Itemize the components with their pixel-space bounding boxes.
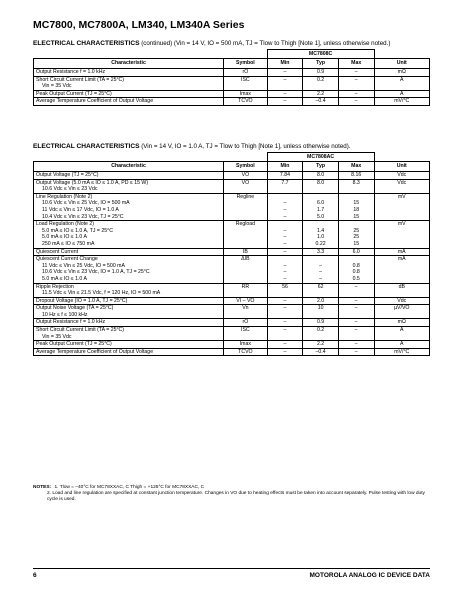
characteristic-cell [34,172,224,180]
max-value: – [354,283,358,290]
table-row [34,90,430,98]
note-1: 1. Tlow = –40°C for MC78XXAC, C Thigh = +125°C for MC78XXAC, C [54,485,205,490]
max-value [341,256,372,263]
min-value: – [283,213,287,220]
characteristic-name: Peak Output Current (TJ = 25°C) [36,341,112,348]
test-condition: 5.0 mA ≤ IO ≤ 1.0 A [42,234,87,241]
characteristic-cell [34,319,224,327]
symbol-cell: VO [224,179,268,193]
section1-heading-bold: ELECTRICAL CHARACTERISTICS [33,40,140,47]
unit-cell: Vdc [374,172,429,180]
typ-value: 1.4 [316,227,325,234]
test-condition: 10.6 Vdc ≤ Vin ≤ 25 Vdc, IO = 500 mA [42,200,130,207]
min-value: – [283,305,287,312]
characteristic-cell [34,327,224,341]
max-value: – [354,327,358,334]
max-value: 15 [353,240,360,247]
typ-value: 5.0 [316,213,325,220]
typ-cell [303,221,339,248]
test-condition: 10 Hz ≤ f ≤ 100 kHz [42,311,88,318]
column-header: Characteristic [34,162,224,172]
test-condition: Vin = 35 Vdc [42,333,72,340]
min-value: – [283,348,287,355]
min-value: – [283,69,287,75]
notes [33,485,430,504]
test-condition: 5.0 mA ≤ IO ≤ 1.0 A [42,275,87,282]
typ-value: 0.9 [316,69,325,75]
min-value: – [283,240,287,247]
symbol-cell: RR [224,283,268,297]
typ-value: 62 [317,283,324,290]
min-value: – [283,234,287,241]
characteristic-name: Peak Output Current (TJ = 25°C) [36,90,112,97]
min-cell [267,69,303,77]
table-row [34,341,430,349]
column-header: Symbol [224,162,268,172]
characteristic-cell [34,305,224,319]
symbol-cell: TCVO [224,348,268,356]
table-row [34,76,430,90]
min-cell [267,305,303,319]
min-cell [267,341,303,349]
max-value: – [354,98,358,105]
characteristic-name: Output Noise Voltage (TA = 25°C) [36,305,114,312]
column-header: Unit [374,59,429,69]
table-row [34,348,430,356]
symbol-cell: VO [224,172,268,180]
typ-cell [303,305,339,319]
min-cell [267,319,303,327]
test-condition: 250 mA ≤ IO ≤ 750 mA [42,240,95,247]
section1-heading-conditions: (continued) (Vin = 14 V, IO = 500 mA, TJ = Tlow to Thigh [Note 1], unless otherwise noted.) [139,40,391,47]
typ-value: 6.0 [316,200,325,207]
table-row [34,98,430,106]
characteristic-cell [34,90,224,98]
typ-value: –0.4 [315,348,326,355]
header-spacer [374,153,429,162]
column-header: Characteristic [34,59,224,69]
max-value: 0.8 [352,269,360,276]
max-value: 15 [353,213,360,220]
table-row [34,69,430,77]
max-cell [338,98,374,106]
symbol-cell: IB [224,248,268,256]
characteristic-name: Quiescent Current [36,248,79,255]
min-cell [267,172,303,180]
min-cell [267,179,303,193]
column-header: Typ [303,162,339,172]
min-cell [267,283,303,297]
header-spacer [34,153,268,162]
unit-cell: mΩ [374,69,429,77]
min-value: – [283,76,287,83]
unit-cell: dB [374,283,429,297]
table-row [34,305,430,319]
min-cell [267,256,303,283]
characteristic-cell [34,221,224,248]
unit-cell: mA [374,256,429,283]
min-value: – [283,341,287,348]
characteristic-cell [34,256,224,283]
test-condition: 11 Vdc ≤ Vin ≤ 17 Vdc, IO = 1.0 A [42,206,119,213]
min-cell [267,297,303,305]
min-value: – [283,200,287,207]
column-header: Min [267,162,303,172]
test-condition: 10.6 Vdc ≤ Vin ≤ 23 Vdc, IO = 1.0 A, TJ = 25°C [42,269,150,276]
symbol-cell: Regload [224,221,268,248]
column-header: Unit [374,162,429,172]
typ-value: 0.2 [316,327,325,334]
min-cell [267,98,303,106]
min-value: – [283,269,287,276]
typ-value: –0.4 [315,98,326,105]
max-value: – [354,319,358,326]
symbol-cell: rO [224,319,268,327]
typ-cell [303,172,339,180]
symbol-cell: ΔIB [224,256,268,283]
max-cell [338,193,374,220]
characteristic-name: Output Voltage (TJ = 25°C) [36,172,99,178]
symbol-cell: Imax [224,341,268,349]
typ-cell [303,283,339,297]
typ-value: 8.0 [316,172,325,178]
max-value: 0.5 [352,275,360,282]
typ-cell [303,297,339,305]
typ-cell [303,98,339,106]
typ-value: 10 [317,305,324,312]
section1-table [33,49,430,106]
symbol-cell: ISC [224,76,268,90]
footer-rule [33,568,430,569]
symbol-cell: rO [224,69,268,77]
max-cell [338,341,374,349]
typ-value [305,194,336,201]
symbol-cell: ISC [224,327,268,341]
column-header: Min [267,59,303,69]
characteristic-name: Short Circuit Current Limit (TA = 25°C) [36,327,125,334]
max-cell [338,305,374,319]
typ-cell [303,319,339,327]
page-title: MC7800, MC7800A, LM340, LM340A Series [33,19,245,31]
min-cell [267,248,303,256]
max-value: 6.0 [352,248,360,255]
max-value: – [354,348,358,355]
typ-value: – [319,275,323,282]
min-value [270,194,301,201]
unit-cell: mV [374,193,429,220]
publication-name: MOTOROLA ANALOG IC DEVICE DATA [309,572,430,579]
characteristic-cell [34,297,224,305]
min-value: – [283,319,287,326]
typ-value: 0.9 [316,319,325,326]
characteristic-cell [34,341,224,349]
characteristic-cell [34,76,224,90]
unit-cell: mA [374,248,429,256]
unit-cell: mV [374,221,429,248]
characteristic-name: Output Resistance f = 1.0 kHz [36,319,106,326]
max-value: 8.16 [351,172,362,178]
typ-cell [303,327,339,341]
table-row [34,297,430,305]
characteristic-cell [34,348,224,356]
characteristic-cell [34,283,224,297]
min-value: – [283,297,287,304]
section1-heading [33,40,390,47]
typ-value: 1.0 [316,234,325,241]
characteristic-name: Quiescent Current Change [36,256,98,263]
min-value: – [283,90,287,97]
max-cell [338,283,374,297]
min-value: – [283,275,287,282]
min-cell [267,90,303,98]
characteristic-cell [34,98,224,106]
typ-value: – [319,269,323,276]
typ-cell [303,341,339,349]
unit-cell: A [374,90,429,98]
typ-value: 2.2 [316,90,325,97]
symbol-cell: Imax [224,90,268,98]
max-value: – [354,76,358,83]
unit-cell: mΩ [374,319,429,327]
device-header: MC7808C [267,50,374,59]
test-condition: 10.6 Vdc ≤ Vin ≤ 23 Vdc [42,186,98,193]
unit-cell: Vdc [374,297,429,305]
typ-value: 2.2 [316,341,325,348]
min-value: – [283,227,287,234]
table-row [34,193,430,220]
test-condition: 5.0 mA ≤ IO ≤ 1.0 A, TJ = 25°C [42,227,113,234]
min-value: – [283,327,287,334]
max-cell [338,76,374,90]
table-row [34,327,430,341]
typ-value: 0.22 [315,240,326,247]
table-row [34,319,430,327]
max-value: – [354,305,358,312]
unit-cell: A [374,327,429,341]
unit-cell: Vdc [374,179,429,193]
characteristic-cell [34,193,224,220]
unit-cell: A [374,76,429,90]
max-cell [338,69,374,77]
typ-cell [303,348,339,356]
characteristic-name: Average Temperature Coefficient of Output Voltage [36,98,154,105]
table-row [34,256,430,283]
max-cell [338,319,374,327]
min-value: – [283,262,287,269]
column-header: Symbol [224,59,268,69]
symbol-cell: Vn [224,305,268,319]
note-2: 2. Load and line regulation are specified at constant junction temperature. Changes in VO due to heating effects must be taken into account separately. Pulse testing with low duty cycle is used. [47,491,425,503]
typ-value: 3.3 [316,248,325,255]
typ-value [305,256,336,263]
table-row [34,221,430,248]
notes-label: NOTES: [33,485,52,490]
max-cell [338,348,374,356]
typ-cell [303,248,339,256]
max-value: – [354,341,358,348]
min-value: – [283,98,287,105]
test-condition: 11 Vdc ≤ Vin ≤ 25 Vdc, IO = 500 mA [42,262,125,269]
table-row [34,283,430,297]
unit-cell: A [374,341,429,349]
characteristic-cell [34,248,224,256]
section2-heading [33,143,351,150]
min-cell [267,221,303,248]
min-cell [267,327,303,341]
typ-value: 0.2 [316,76,325,83]
typ-value: – [319,262,323,269]
symbol-cell: TCVO [224,98,268,106]
max-value: 0.8 [352,262,360,269]
characteristic-cell [34,69,224,77]
device-header: MC7808AC [267,153,374,162]
min-value: – [283,248,287,255]
page-number: 6 [33,572,37,579]
characteristic-name: Load Regulation (Note 2) [36,221,94,228]
characteristic-name: Average Temperature Coefficient of Output Voltage [36,348,154,355]
max-cell [338,179,374,193]
typ-value: 2.0 [316,297,325,304]
typ-cell [303,193,339,220]
section2-heading-conditions: (Vin = 14 V, IO = 1.0 A, TJ = Tlow to Thigh [Note 1], unless otherwise noted). [139,143,351,150]
max-cell [338,297,374,305]
typ-value: 8.0 [316,179,325,186]
unit-cell: µV/VO [374,305,429,319]
section2-heading-bold: ELECTRICAL CHARACTERISTICS [33,143,140,150]
min-cell [267,76,303,90]
section2-table [33,152,430,356]
characteristic-name: Short Circuit Current Limit (TA = 25°C) [36,76,125,83]
max-cell [338,256,374,283]
min-value: 56 [282,283,288,290]
header-spacer [34,50,268,59]
max-value [341,221,372,228]
min-value [270,221,301,228]
max-value: – [354,90,358,97]
min-cell [267,193,303,220]
max-value: 25 [353,234,360,241]
max-cell [338,90,374,98]
column-header: Max [338,59,374,69]
characteristic-name: Output Voltage (5.0 mA ≤ IO ≤ 1.0 A, PD ≤ 15 W) [36,179,149,186]
characteristic-name: Line Regulation (Note 2) [36,193,93,200]
max-value: 15 [353,200,360,207]
characteristic-name: Output Resistance f = 1.0 kHz [36,69,106,75]
test-condition: 11.5 Vdc ≤ Vin ≤ 21.5 Vdc, f = 120 Hz, IO = 500 mA [42,290,161,297]
typ-value [305,221,336,228]
characteristic-name: Ripple Rejection [36,283,74,290]
max-value: 18 [353,206,360,213]
typ-value: 1.7 [316,206,325,213]
min-value: – [283,206,287,213]
characteristic-name: Dropout Voltage (IO = 1.0 A, TJ = 25°C) [36,297,128,304]
max-cell [338,248,374,256]
symbol-cell: VI – VO [224,297,268,305]
max-value: 8.3 [352,179,360,186]
max-value: – [354,297,358,304]
table-row [34,248,430,256]
characteristic-cell [34,179,224,193]
typ-cell [303,69,339,77]
typ-cell [303,90,339,98]
unit-cell: mV/°C [374,348,429,356]
test-condition: 10.4 Vdc ≤ Vin ≤ 23 Vdc, TJ = 25°C [42,213,124,220]
column-header: Typ [303,59,339,69]
max-cell [338,327,374,341]
min-value: 7.7 [281,179,289,186]
typ-cell [303,76,339,90]
max-cell [338,221,374,248]
min-cell [267,348,303,356]
unit-cell: mV/°C [374,98,429,106]
table-row [34,179,430,193]
header-spacer [374,50,429,59]
max-value: – [354,69,358,75]
max-value: 25 [353,227,360,234]
column-header: Max [338,162,374,172]
table-row [34,172,430,180]
max-cell [338,172,374,180]
symbol-cell: Regline [224,193,268,220]
max-value [341,194,372,201]
typ-cell [303,179,339,193]
min-value [270,256,301,263]
typ-cell [303,256,339,283]
test-condition: Vin = 35 Vdc [42,83,72,90]
min-value: 7.84 [279,172,290,178]
